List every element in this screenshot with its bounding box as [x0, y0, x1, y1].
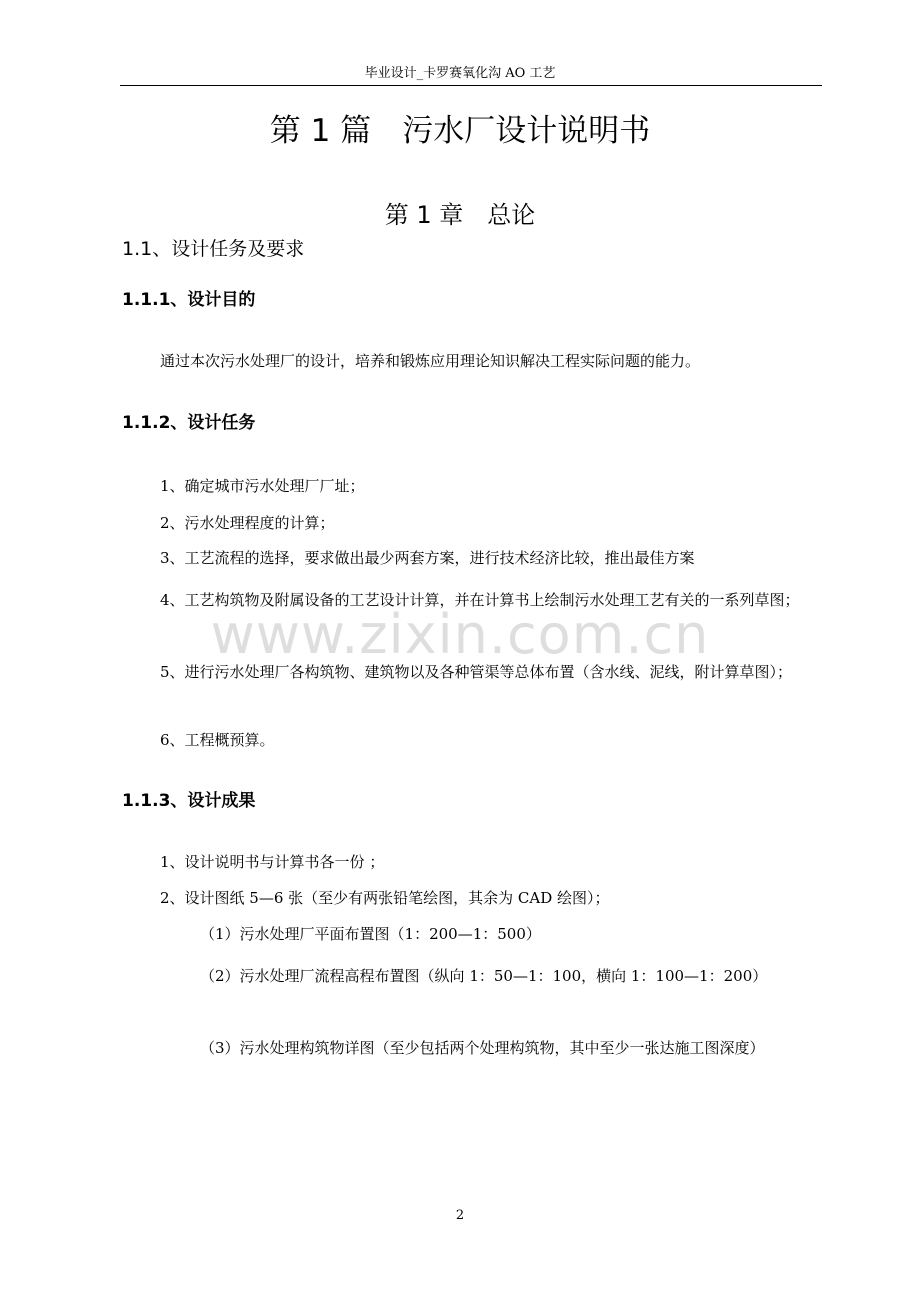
- section-1-1-1-heading: 1.1.1、设计目的: [122, 290, 256, 310]
- section-1-1-3-heading: 1.1.3、设计成果: [122, 791, 256, 811]
- chapter-title: 第 1 章 总论: [384, 201, 536, 229]
- drawing-subitem-2: （2）污水处理厂流程高程布置图（纵向 1：50—1：100，横向 1：100—1：200）: [200, 967, 768, 985]
- task-item-4: 4、工艺构筑物及附属设备的工艺设计计算，并在计算书上绘制污水处理工艺有关的一系列草图；: [160, 591, 800, 609]
- task-item-3: 3、工艺流程的选择，要求做出最少两套方案，进行技术经济比较，推出最佳方案: [160, 549, 695, 567]
- task-item-2: 2、污水处理程度的计算；: [160, 514, 335, 532]
- result-item-1: 1、设计说明书与计算书各一份 ；: [160, 853, 385, 871]
- part-title: 第 1 篇 污水厂设计说明书: [269, 113, 651, 149]
- page-number: 2: [455, 1208, 465, 1223]
- drawing-subitem-1: （1）污水处理厂平面布置图（1：200—1：500）: [200, 925, 541, 943]
- header-rule: [120, 85, 822, 86]
- watermark: www.zixin.com.cn: [210, 603, 710, 666]
- drawing-subitem-3: （3）污水处理构筑物详图（至少包括两个处理构筑物，其中至少一张达施工图深度）: [200, 1039, 765, 1057]
- page-header: 毕业设计_卡罗赛氧化沟 AO 工艺: [364, 66, 556, 81]
- task-item-5: 5、进行污水处理厂各构筑物、建筑物以及各种管渠等总体布置（含水线、泥线，附计算草图）；: [160, 663, 793, 681]
- task-item-1: 1、确定城市污水处理厂厂址；: [160, 477, 365, 495]
- task-item-6: 6、工程概预算。: [160, 731, 275, 749]
- result-item-2: 2、设计图纸 5—6 张（至少有两张铅笔绘图，其余为 CAD 绘图）；: [160, 889, 610, 907]
- section-1-1-1-body: 通过本次污水处理厂的设计，培养和锻炼应用理论知识解决工程实际问题的能力。: [160, 352, 701, 370]
- section-1-1-heading: 1.1、设计任务及要求: [122, 238, 305, 260]
- section-1-1-2-heading: 1.1.2、设计任务: [122, 413, 256, 433]
